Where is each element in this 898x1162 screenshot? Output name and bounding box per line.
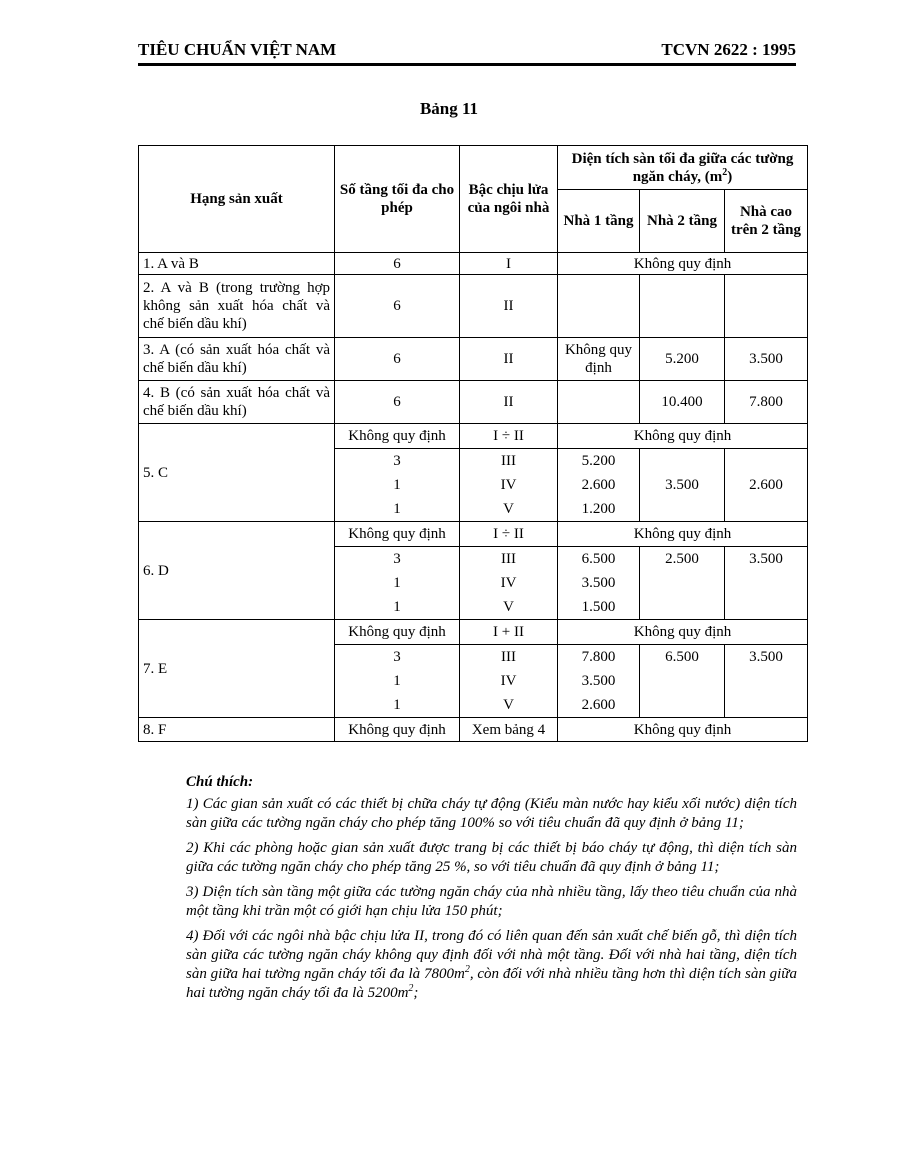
table-row: 2. A và B (trong trường hợp không sản xuất hóa chất và chế biến dầu khí) 6 II bbox=[139, 275, 808, 338]
table-row: 7. E Không quy định I + II Không quy định bbox=[139, 620, 808, 645]
header-rule bbox=[138, 63, 796, 66]
table-header-row bbox=[139, 146, 808, 190]
table-row: 3. A (có sản xuất hóa chất và chế biến dầu khí) 6 II Không quy định 5.200 3.500 bbox=[139, 338, 808, 381]
header-fire-resistance: Bậc chịu lửa của ngôi nhà bbox=[460, 146, 558, 253]
table-row: 3 1 1 III IV V 7.800 3.500 2.600 6.500 3.500 bbox=[139, 645, 808, 718]
header-multi-storey: Nhà cao trên 2 tầng bbox=[725, 190, 808, 253]
notes-section bbox=[186, 773, 797, 1009]
header-two-storey: Nhà 2 tầng bbox=[640, 190, 725, 253]
table-row: 3 1 1 III IV V 6.500 3.500 1.500 2.500 3.500 bbox=[139, 547, 808, 620]
note-4: 4) Đối với các ngôi nhà bậc chịu lửa II, trong đó có liên quan đến sản xuất chế biến gỗ, thì diện tích sàn giữa các tường ngăn cháy không quy định đối với nhà một tầng. Đối với nhà hai tầng, diện tích sàn giữa hai tường ngăn cháy tối đa là $7800m^2$, còn đối với nhà nhiều tầng hơn thì diện tích sàn giữa hai tường ngăn cháy tối đa là $5200m^2$; bbox=[186, 928, 797, 1001]
table-row: 8. F Không quy định Xem bảng 4 Không quy định bbox=[139, 718, 808, 742]
header-max-floor-area: Diện tích sàn tối đa giữa các tường ngăn cháy, $(m^2)$ bbox=[558, 146, 808, 190]
note-3: 3) Diện tích sàn tầng một giữa các tường ngăn cháy của nhà nhiều tầng, lấy theo tiêu chuẩn của nhà một tầng khi trần một có giới hạn chịu lửa 150 phút; bbox=[186, 884, 797, 919]
page-header bbox=[138, 40, 796, 62]
fire-area-table bbox=[138, 145, 808, 742]
header-max-floors: Số tầng tối đa cho phép bbox=[335, 146, 460, 253]
standard-name: TIÊU CHUẨN VIỆT NAM bbox=[138, 40, 337, 59]
table-row: 6. D Không quy định I ÷ II Không quy định bbox=[139, 522, 808, 547]
table-row: 1. A và B 6 I Không quy định bbox=[139, 253, 808, 275]
header-production-class: Hạng sản xuất bbox=[139, 146, 335, 253]
table-row: 5. C Không quy định I ÷ II Không quy định bbox=[139, 424, 808, 449]
notes-title: Chú thích: bbox=[186, 774, 254, 790]
header-one-storey: Nhà 1 tầng bbox=[558, 190, 640, 253]
table-row: 3 1 1 III IV V 5.200 2.600 1.200 3.500 2.600 bbox=[139, 449, 808, 522]
standard-code: TCVN 2622 : 1995 bbox=[661, 40, 796, 59]
table-row: 4. B (có sản xuất hóa chất và chế biến dầu khí) 6 II 10.400 7.800 bbox=[139, 381, 808, 424]
table-caption: Bảng 11 bbox=[419, 99, 479, 118]
note-1: 1) Các gian sản xuất có các thiết bị chữa cháy tự động (Kiểu màn nước hay kiểu xối nước) diện tích sàn giữa các tường ngăn cháy cho phép tăng 100% so với tiêu chuẩn đã quy định ở bảng 11; bbox=[186, 796, 797, 831]
note-2: 2) Khi các phòng hoặc gian sản xuất được trang bị các thiết bị báo cháy tự động, thì diện tích sàn giữa các tường ngăn cháy cho phép tăng 25 %, so với tiêu chuẩn đã quy định ở bảng 11; bbox=[186, 840, 797, 875]
